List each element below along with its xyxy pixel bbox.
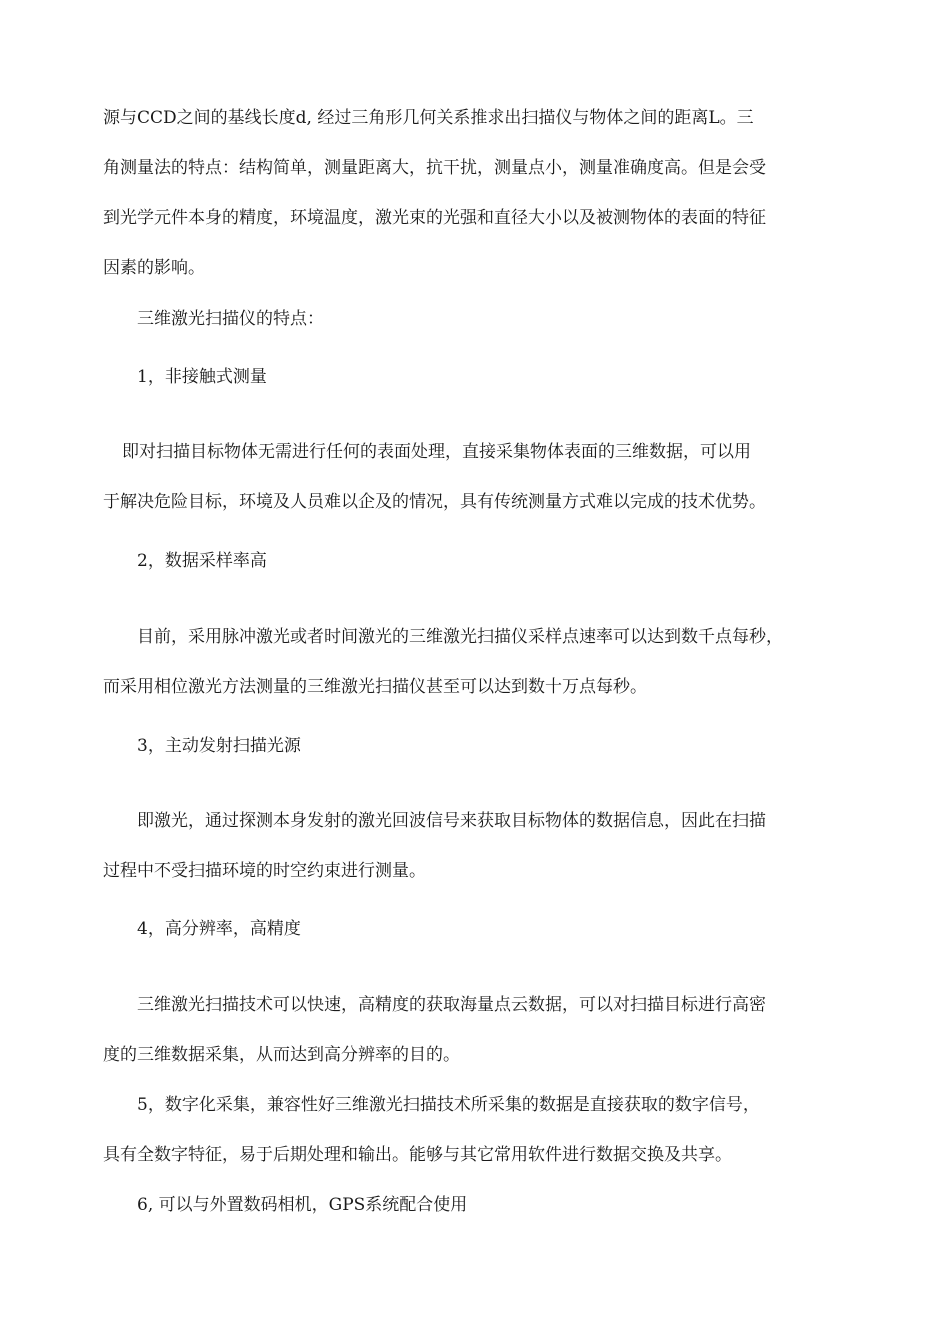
- paragraph-line: 度的三维数据采集，从而达到高分辨率的目的。: [103, 1045, 460, 1065]
- paragraph-line: 三维激光扫描技术可以快速，高精度的获取海量点云数据，可以对扫描目标进行高密: [137, 995, 766, 1015]
- section-intro: 三维激光扫描仪的特点：: [137, 309, 324, 329]
- feature-heading-5: 5，数字化采集，兼容性好三维激光扫描技术所采集的数据是直接获取的数字信号，: [137, 1095, 760, 1115]
- paragraph-line: 角测量法的特点：结构简单，测量距离大，抗干扰，测量点小，测量准确度高。但是会受: [103, 158, 766, 178]
- paragraph-line: 即激光，通过探测本身发射的激光回波信号来获取目标物体的数据信息，因此在扫描: [137, 811, 766, 831]
- paragraph-line: 因素的影响。: [103, 258, 205, 278]
- feature-heading-1: 1，非接触式测量: [137, 367, 267, 387]
- feature-heading-6: 6, 可以与外置数码相机，GPS系统配合使用: [137, 1195, 468, 1215]
- paragraph-line: 源与CCD之间的基线长度d, 经过三角形几何关系推求出扫描仪与物体之间的距离L。三: [103, 108, 754, 128]
- paragraph-line: 过程中不受扫描环境的时空约束进行测量。: [103, 861, 426, 881]
- paragraph-line: 即对扫描目标物体无需进行任何的表面处理，直接采集物体表面的三维数据，可以用: [122, 442, 751, 462]
- paragraph-line: 而采用相位激光方法测量的三维激光扫描仪甚至可以达到数十万点每秒。: [103, 677, 647, 697]
- paragraph-line: 于解决危险目标，环境及人员难以企及的情况，具有传统测量方式难以完成的技术优势。: [103, 492, 766, 512]
- feature-heading-3: 3，主动发射扫描光源: [137, 736, 301, 756]
- paragraph-line: 目前，采用脉冲激光或者时间激光的三维激光扫描仪采样点速率可以达到数千点每秒，: [137, 627, 783, 647]
- feature-heading-2: 2，数据采样率高: [137, 551, 267, 571]
- paragraph-line: 到光学元件本身的精度，环境温度，激光束的光强和直径大小以及被测物体的表面的特征: [103, 208, 766, 228]
- paragraph-line: 具有全数字特征，易于后期处理和输出。能够与其它常用软件进行数据交换及共享。: [103, 1145, 732, 1165]
- feature-heading-4: 4，高分辨率，高精度: [137, 919, 301, 939]
